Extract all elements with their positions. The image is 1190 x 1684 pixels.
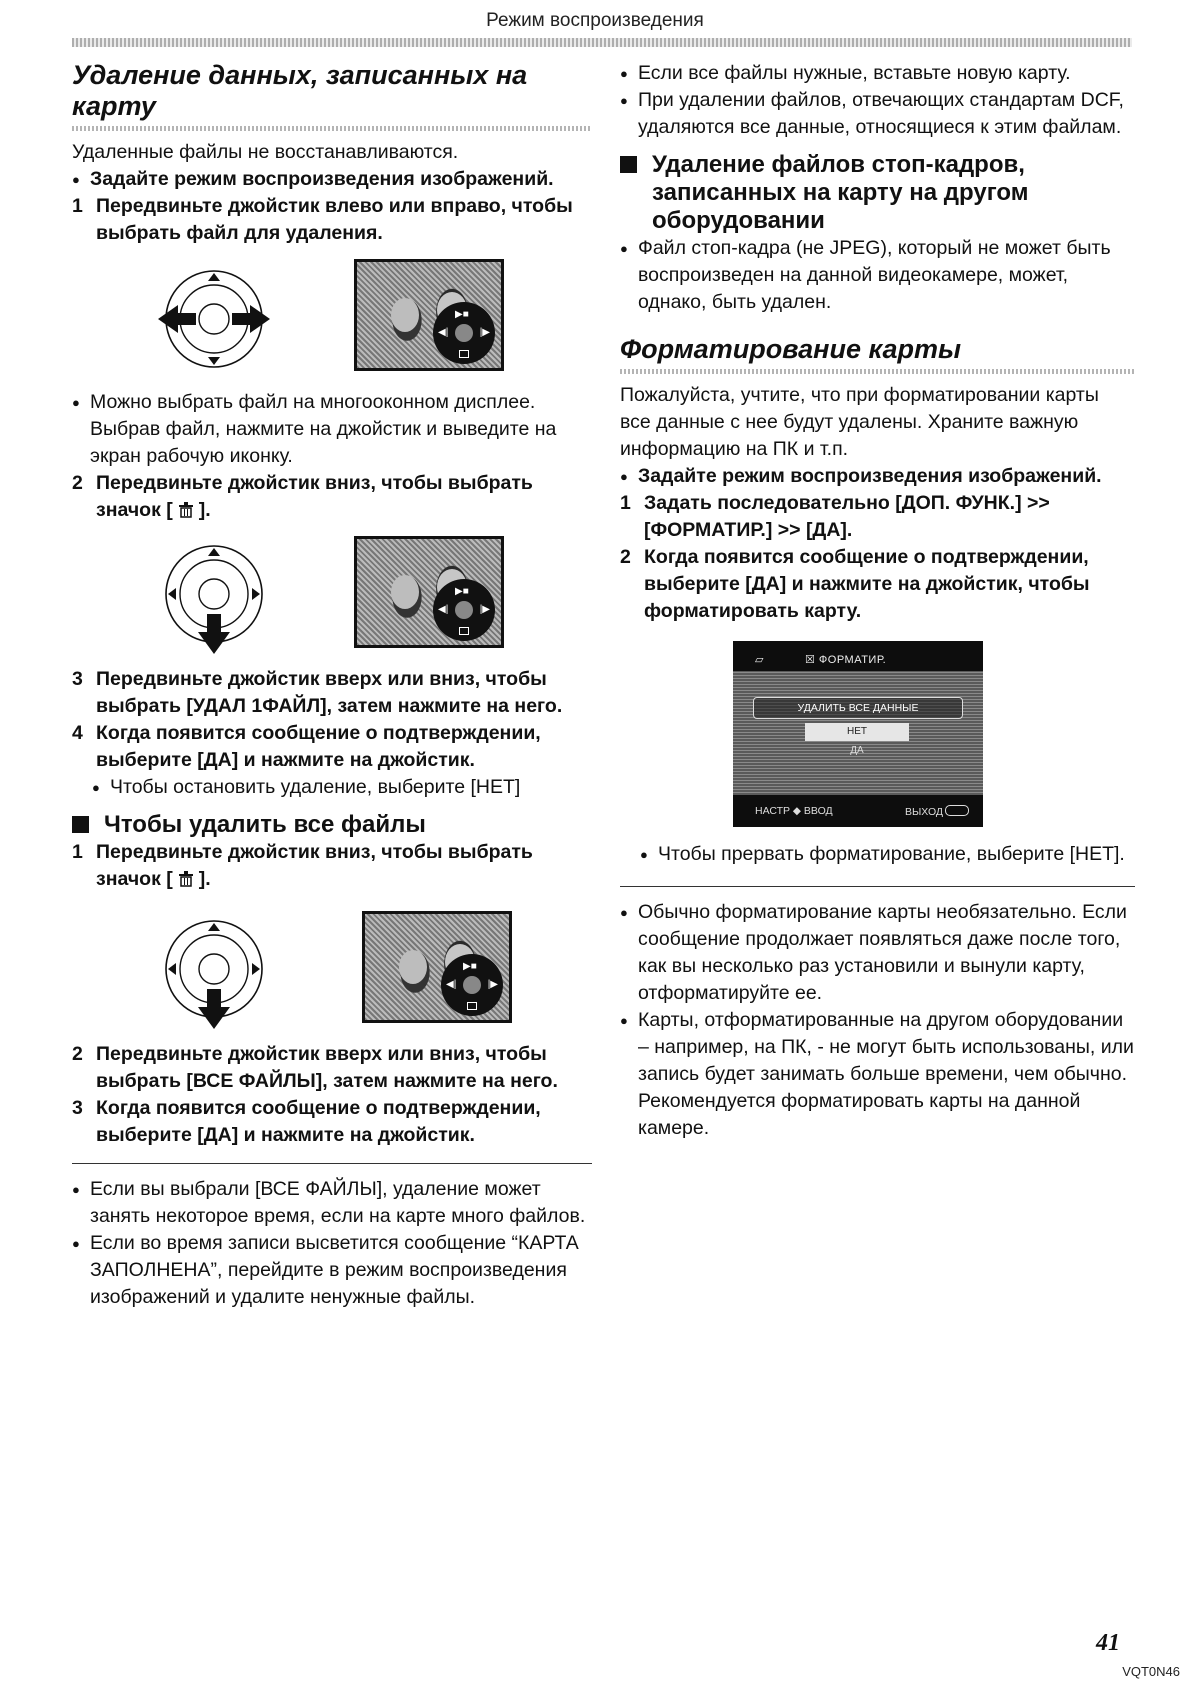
all-step-3: 3 Когда появится сообщение о подтверждении, выберите [ДА] и нажмите на джойстик. (72, 1097, 541, 1146)
note-stop-delete: ● Чтобы остановить удаление, выберите [НЕТ] (92, 774, 592, 801)
format-step-1: 1 Задать последовательно [ДОП. ФУНК.] >> [ФОРМАТИР.] >> [ДА]. (620, 492, 1050, 541)
figure-joystick-down (72, 534, 592, 658)
subsection-other-equipment: Удаление файлов стоп-кадров, записанных на карту на другом оборудовании (620, 151, 1135, 235)
note-all-files-time: ● Если вы выбрали [ВСЕ ФАЙЛЫ], удаление может занять некоторое время, если на карте много файлов. (72, 1176, 592, 1230)
all-step-1: 1 Передвиньте джойстик вниз, чтобы выбрать значок [ ]. (72, 841, 533, 890)
bullet-mode: ● Задайте режим воспроизведения изображений. (620, 463, 1135, 490)
section-title-delete: Удаление данных, записанных на карту (72, 60, 528, 121)
divider (620, 886, 1135, 887)
step-3: 3 Передвиньте джойстик вверх или вниз, чтобы выбрать [УДАЛ 1ФАЙЛ], затем нажмите на него. (72, 668, 563, 717)
screen-title: ☒ ФОРМАТИР. (805, 654, 887, 666)
joystick-down-icon (154, 538, 274, 654)
header-rule (72, 38, 1132, 47)
divider (72, 1163, 592, 1164)
trash-icon (459, 627, 469, 635)
card-icon: ▱ (755, 654, 764, 666)
trash-icon (467, 1002, 477, 1010)
option-no[interactable]: НЕТ (805, 723, 909, 741)
figure-joystick-down-all (72, 909, 592, 1033)
note-format-optional: ● Обычно форматирование карты необязательно. Если сообщение продолжает появляться даже после того, как вы несколько раз установили и вынули карту, отформатируйте ее. (620, 899, 1135, 1007)
note-other-equipment-cards: ● Карты, отформатированные на другом оборудовании – например, на ПК, - не могут быть использованы, или запись будет занимать больше времени, чем обычно. Рекомендуется форматировать карты на данной камере. (620, 1007, 1135, 1142)
joystick-left-right-icon (154, 261, 274, 377)
screen-footer-exit: ВЫХОД (905, 805, 969, 818)
lcd-photo-preview (362, 911, 512, 1023)
screen-footer-set: НАСТР ◆ ВВОД (755, 805, 833, 817)
format-menu-screen (733, 641, 983, 827)
note-cancel-format: ● Чтобы прервать форматирование, выберите [НЕТ]. (640, 841, 1135, 868)
page-number: 41 (1096, 1630, 1120, 1656)
on-screen-control-icon: ▶■ ◀| |▶ (433, 302, 495, 364)
lcd-photo-preview (354, 536, 504, 648)
all-step-2: 2 Передвиньте джойстик вверх или вниз, чтобы выбрать [ВСЕ ФАЙЛЫ], затем нажмите на него. (72, 1043, 558, 1092)
square-marker-icon (72, 816, 89, 833)
trash-icon (459, 350, 469, 358)
section-rule (72, 126, 592, 131)
running-title: Режим воспроизведения (486, 10, 704, 31)
on-screen-control-icon: ▶■ ◀| |▶ (441, 954, 503, 1016)
format-intro: Пожалуйста, учтите, что при форматировании карты все данные с нее будут удалены. Храните важную информацию на ПК и т.п. (620, 384, 1099, 460)
note-dcf: ● При удалении файлов, отвечающих стандартам DCF, удаляются все данные, относящиеся к этим файлам. (620, 87, 1135, 141)
lcd-photo-preview (354, 259, 504, 371)
square-marker-icon (620, 156, 637, 173)
section-title-format: Форматирование карты (620, 334, 962, 364)
bullet-mode: ● Задайте режим воспроизведения изображений. (72, 166, 592, 193)
figure-joystick-left-right (72, 257, 592, 381)
trash-icon (177, 871, 195, 887)
section-rule (620, 369, 1135, 374)
subsection-delete-all: Чтобы удалить все файлы (72, 811, 592, 839)
option-yes[interactable]: ДА (850, 745, 864, 756)
format-step-2: 2 Когда появится сообщение о подтверждении, выберите [ДА] и нажмите на джойстик, чтобы форматировать карту. (620, 546, 1090, 622)
note-insert-new-card: ● Если все файлы нужные, вставьте новую карту. (620, 60, 1135, 87)
note-card-full: ● Если во время записи высветится сообщение “КАРТА ЗАПОЛНЕНА”, перейдите в режим воспроизведения изображений и удалите ненужные файлы. (72, 1230, 592, 1311)
document-code: VQT0N46 (1122, 1664, 1180, 1679)
step-1: 1 Передвиньте джойстик влево или вправо, чтобы выбрать файл для удаления. (72, 195, 573, 244)
right-column (620, 60, 1135, 1142)
step-2: 2 Передвиньте джойстик вниз, чтобы выбрать значок [ ]. (72, 472, 533, 521)
step-4: 4 Когда появится сообщение о подтверждении, выберите [ДА] и нажмите на джойстик. (72, 722, 541, 771)
note-non-jpeg: ● Файл стоп-кадра (не JPEG), который не может быть воспроизведен на данной видеокамере, может, однако, быть удален. (620, 235, 1135, 316)
joystick-down-icon (154, 913, 274, 1029)
on-screen-control-icon: ▶■ ◀| |▶ (433, 579, 495, 641)
screen-message: УДАЛИТЬ ВСЕ ДАННЫЕ (753, 697, 963, 719)
intro-text: Удаленные файлы не восстанавливаются. (72, 141, 459, 163)
trash-icon (177, 502, 195, 518)
menu-button-icon (945, 805, 969, 816)
note-multi-window: ● Можно выбрать файл на многооконном дисплее. Выбрав файл, нажмите на джойстик и выведите на экран рабочую иконку. (72, 389, 592, 470)
left-column (72, 60, 592, 1311)
